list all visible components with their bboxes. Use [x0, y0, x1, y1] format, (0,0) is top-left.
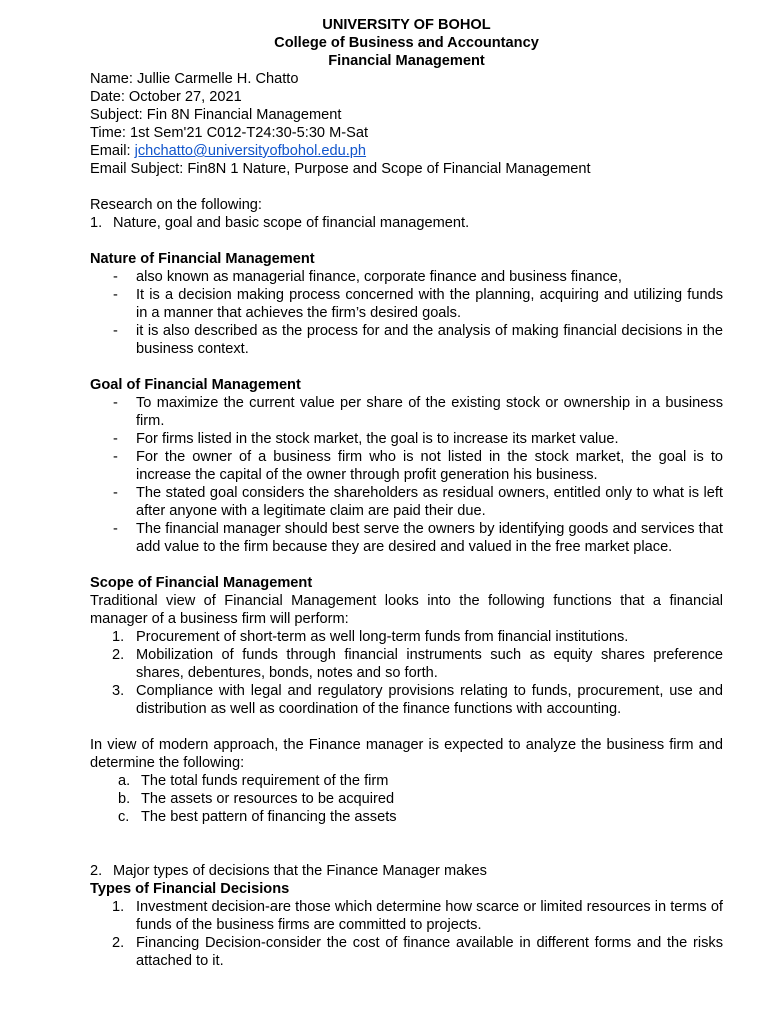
email-line	[90, 142, 723, 160]
list-item	[90, 898, 723, 934]
list-item	[90, 682, 723, 718]
list-item	[90, 934, 723, 970]
list-item-text: also known as managerial finance, corporate finance and business finance,	[136, 269, 622, 285]
dash-bullet: -	[113, 431, 118, 447]
list-item-text: Compliance with legal and regulatory provisions relating to funds, procurement, use and distribution as well as coordination of the finance functions with accounting.	[136, 683, 723, 717]
list-number: 1.	[112, 899, 125, 915]
list-number: 1.	[112, 629, 125, 645]
modern-approach-text: In view of modern approach, the Finance manager is expected to analyze the business firm and determine the following:	[90, 737, 723, 771]
list-item-text: it is also described as the process for and the analysis of making financial decisions in the business context.	[136, 323, 723, 357]
list-item-text: The best pattern of financing the assets	[141, 809, 397, 825]
goal-heading: Goal of Financial Management	[90, 377, 301, 393]
email-label: Email:	[90, 143, 135, 159]
list-item-text: The financial manager should best serve the owners by identifying goods and services that add value to the firm because they are desired and valued in the free market place.	[136, 521, 723, 555]
list-item	[90, 646, 723, 682]
list-letter: b.	[118, 791, 131, 807]
scope-heading: Scope of Financial Management	[90, 575, 313, 591]
list-item-text: Procurement of short-term as well long-term funds from financial institutions.	[136, 629, 629, 645]
email-subject-line: Email Subject: Fin8N 1 Nature, Purpose and Scope of Financial Management	[90, 161, 591, 177]
name-line: Name: Jullie Carmelle H. Chatto	[90, 71, 299, 87]
course-title: Financial Management	[328, 53, 485, 69]
research-item-1	[90, 214, 723, 232]
list-letter: a.	[118, 773, 131, 789]
list-item	[90, 430, 723, 448]
list-item-text: Nature, goal and basic scope of financial management.	[113, 215, 470, 231]
list-letter: c.	[118, 809, 130, 825]
list-item	[90, 772, 723, 790]
nature-heading: Nature of Financial Management	[90, 251, 315, 267]
subject-line: Subject: Fin 8N Financial Management	[90, 107, 342, 123]
list-item-text: Financing Decision-consider the cost of finance available in different forms and the risks attached to it.	[136, 935, 723, 969]
list-number: 1.	[90, 215, 103, 231]
list-item-text: To maximize the current value per share of the existing stock or ownership in a business firm.	[136, 395, 723, 429]
list-item-text: For the owner of a business firm who is not listed in the stock market, the goal is to increase the capital of the owner through profit generation his business.	[136, 449, 723, 483]
modern-list	[90, 772, 723, 826]
email-link[interactable]: jchchatto@universityofbohol.edu.ph	[134, 143, 367, 159]
list-number: 2.	[90, 863, 103, 879]
list-item-text: The assets or resources to be acquired	[141, 791, 395, 807]
dash-bullet: -	[113, 521, 118, 537]
dash-bullet: -	[113, 323, 118, 339]
list-item	[90, 448, 723, 484]
university-title: UNIVERSITY OF BOHOL	[322, 17, 491, 33]
dash-bullet: -	[113, 269, 118, 285]
research-intro: Research on the following:	[90, 197, 262, 213]
list-item	[90, 268, 723, 286]
list-item-text: For firms listed in the stock market, the goal is to increase its market value.	[136, 431, 619, 447]
list-number: 2.	[112, 935, 125, 951]
list-item	[90, 286, 723, 322]
list-item	[90, 808, 723, 826]
list-number: 3.	[112, 683, 125, 699]
goal-list	[90, 394, 723, 556]
list-item	[90, 394, 723, 430]
dash-bullet: -	[113, 395, 118, 411]
dash-bullet: -	[113, 449, 118, 465]
list-item	[90, 484, 723, 520]
list-item-text: Investment decision-are those which determine how scarce or limited resources in terms of funds of the business firms are committed to projects.	[136, 899, 723, 933]
college-title: College of Business and Accountancy	[274, 35, 539, 51]
list-item-text: The stated goal considers the shareholders as residual owners, entitled only to what is left after anyone with a legitimate claim are paid their due.	[136, 485, 723, 519]
document-page	[90, 16, 723, 970]
list-item	[90, 322, 723, 358]
dash-bullet: -	[113, 485, 118, 501]
list-item-text: Mobilization of funds through financial instruments such as equity shares preference shares, debentures, bonds, notes and so forth.	[136, 647, 723, 681]
scope-list	[90, 628, 723, 718]
time-line: Time: 1st Sem'21 C012-T24:30-5:30 M-Sat	[90, 125, 369, 141]
list-item-text: The total funds requirement of the firm	[141, 773, 389, 789]
list-item-text: Major types of decisions that the Finance Manager makes	[113, 863, 487, 879]
dash-bullet: -	[113, 287, 118, 303]
list-item	[90, 520, 723, 556]
scope-intro: Traditional view of Financial Management looks into the following functions that a financial manager of a business firm will perform:	[90, 593, 723, 627]
list-item-text: It is a decision making process concerned with the planning, acquiring and utilizing funds in a manner that achieves the firm’s desired goals.	[136, 287, 723, 321]
nature-list	[90, 268, 723, 358]
date-line: Date: October 27, 2021	[90, 89, 242, 105]
decisions-list	[90, 898, 723, 970]
list-item	[90, 790, 723, 808]
list-number: 2.	[112, 647, 125, 663]
decisions-heading: Types of Financial Decisions	[90, 881, 290, 897]
research-item-2	[90, 862, 723, 880]
list-item	[90, 628, 723, 646]
